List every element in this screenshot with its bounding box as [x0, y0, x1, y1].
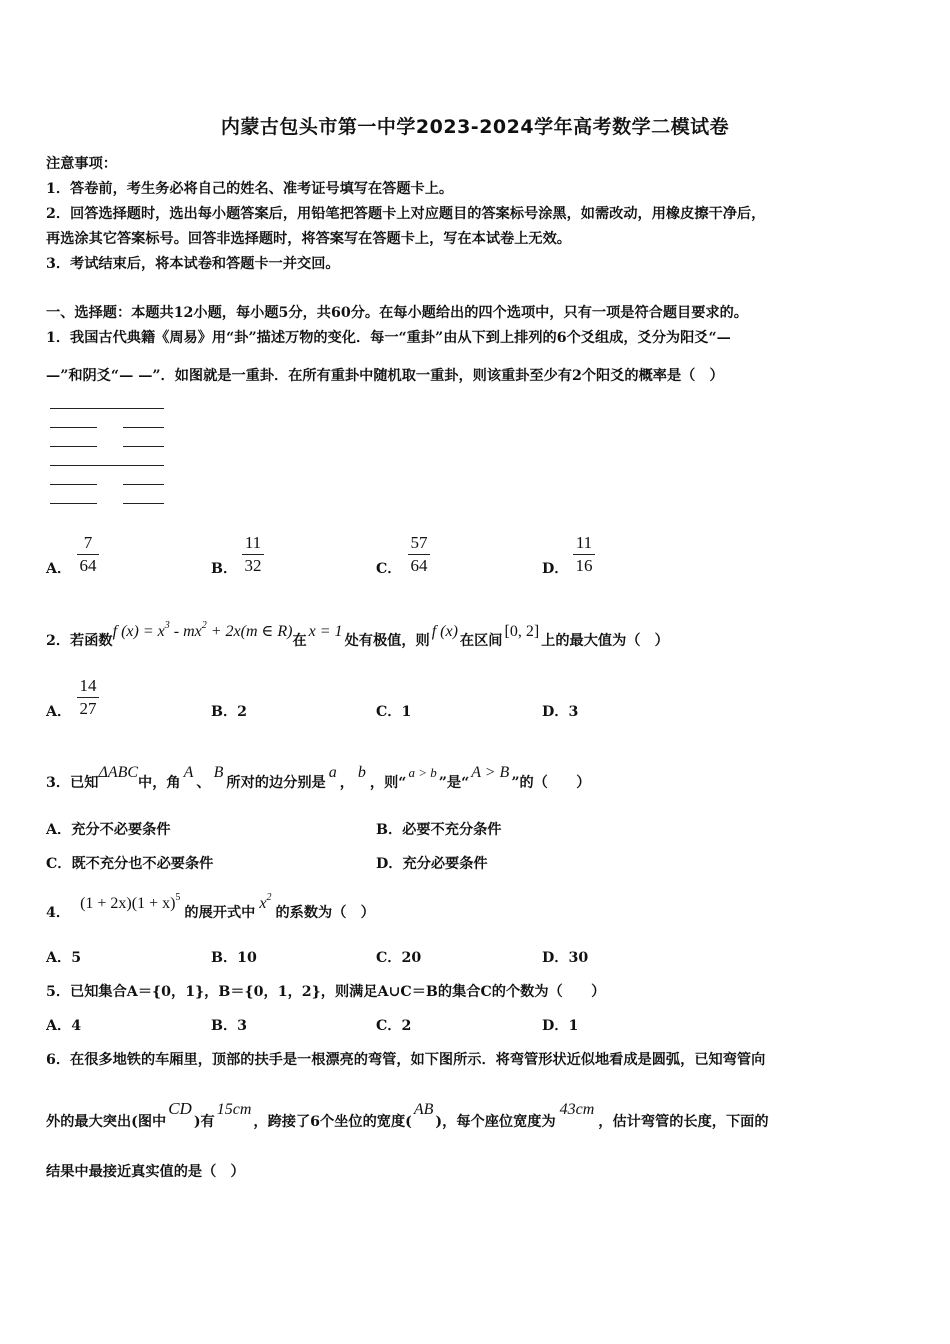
numerator: 11 [244, 533, 262, 552]
q2-interval: [0, 2] [504, 623, 540, 640]
denominator: 64 [79, 556, 97, 575]
page-title: 内蒙古包头市第一中学2023-2024学年高考数学二模试卷 [220, 116, 730, 138]
section-heading: 一、选择题：本题共12小题，每小题5分，共60分。在每小题给出的四个选项中，只有一项是符合题目要求的。 [46, 305, 748, 321]
q3-part: ，则“ [369, 775, 407, 791]
q6-text: 6．在很多地铁的车厢里，顶部的扶手是一根漂亮的弯管，如下图所示．将弯管形状近似地看成是圆弧，已知弯管向 [46, 1052, 766, 1068]
q4-part: 4． [46, 905, 71, 921]
q6-text: 结果中最接近真实值的是（ ） [46, 1164, 245, 1180]
denominator: 32 [244, 556, 262, 575]
line-segment [50, 465, 164, 466]
q4-option: D．30 [542, 950, 589, 966]
q3-condition: A > B [471, 764, 510, 781]
q6-part: 外的最大突出(图中 [46, 1114, 167, 1130]
q2-option-label: A． [46, 704, 72, 720]
q4-term: $x^2$ [259, 892, 272, 912]
q6-part: )有 [193, 1114, 215, 1130]
q2-option: C．1 [376, 704, 412, 720]
notes-item: 2．回答选择题时，选出每小题答案后，用铅笔把答题卡上对应题目的答案标号涂黑，如需改动，用橡皮擦干净后， [46, 206, 766, 222]
q3-part: 所对的边分别是 [226, 775, 326, 791]
q1-text: 1．我国古代典籍《周易》用“卦”描述万物的变化．每一“重卦”由从下到上排列的6个爻组成，爻分为阳爻“— [46, 330, 731, 346]
numerator: 11 [575, 533, 593, 552]
numerator: 57 [410, 533, 428, 552]
q5-option: B．3 [211, 1018, 248, 1034]
numerator: 7 [83, 533, 93, 552]
denominator: 16 [575, 556, 593, 575]
q2-mid: 处有极值，则 [344, 633, 430, 649]
q3-condition: a > b [408, 765, 437, 780]
q2-option-fraction [77, 676, 99, 719]
yang-line [50, 408, 164, 409]
q5-option: D．1 [542, 1018, 579, 1034]
q3-option: B．必要不充分条件 [376, 822, 502, 838]
yin-line [50, 446, 164, 447]
q5-option: A．4 [46, 1018, 82, 1034]
q3-part: ， [339, 775, 354, 791]
line-segment [50, 503, 97, 504]
q3-part: 3．已知 [46, 775, 99, 791]
q4-part: 的系数为（ ） [275, 905, 375, 921]
q3-angle-b: B [213, 764, 224, 781]
q4-option: B．10 [211, 950, 257, 966]
line-segment [123, 503, 164, 504]
func-part: - mx [169, 623, 202, 640]
yin-line [50, 503, 164, 504]
q6-cd: CD [168, 1099, 192, 1118]
q3-part: 、 [196, 775, 211, 791]
q4-text [46, 892, 375, 922]
q4-part: 的展开式中 [184, 905, 256, 921]
q2-text [46, 620, 669, 650]
expr-text: (1 + 2x)(1 + x) [80, 895, 176, 912]
q1-option-fraction [408, 533, 430, 576]
q4-option: A．5 [46, 950, 82, 966]
q6-part: ，估计弯管的长度，下面的 [598, 1114, 769, 1130]
yang-line [50, 465, 164, 466]
line-segment [50, 427, 97, 428]
line-segment [123, 446, 164, 447]
yin-line [50, 484, 164, 485]
q1-option-label: D． [542, 561, 569, 577]
yin-line [50, 427, 164, 428]
q2-mid: 在 [292, 633, 307, 649]
q2-xeq: x = 1 [308, 623, 343, 640]
denominator: 27 [79, 699, 97, 718]
q5-option: C．2 [376, 1018, 412, 1034]
numerator: 14 [79, 676, 97, 695]
line-segment [50, 408, 164, 409]
q6-part: ，跨接了6个坐位的宽度( [253, 1114, 412, 1130]
func-part: f (x) = x [112, 623, 165, 640]
q1-option-fraction [242, 533, 264, 576]
q4-option: C．20 [376, 950, 422, 966]
q1-option-label: C． [376, 561, 402, 577]
q1-option-label: B． [211, 561, 238, 577]
q2-fx: f (x) [431, 623, 458, 640]
q5-text: 5．已知集合A＝{0，1}，B＝{0，1，2}，则满足A∪C＝B的集合C的个数为（ ） [46, 984, 606, 1000]
q3-text [46, 764, 591, 792]
q3-option: A．充分不必要条件 [46, 822, 171, 838]
q4-expression: $(1 + 2x)(1 + x)^5$ [80, 892, 181, 912]
q2-option: D．3 [542, 704, 579, 720]
denominator: 64 [410, 556, 428, 575]
q3-side-a: a [328, 764, 337, 781]
q2-func: f $(x) = x^3 - mx^2 + 2x(m$ ∈ R) [112, 620, 293, 640]
notes-item: 再选涂其它答案标号。回答非选择题时，将答案写在答题卡上，写在本试卷上无效。 [46, 231, 571, 247]
term-text: x [259, 895, 267, 912]
q3-side-b: b [357, 764, 366, 781]
q2-mid: 在区间 [459, 633, 503, 649]
line-segment [50, 446, 97, 447]
notes-heading: 注意事项： [46, 156, 117, 172]
q1-option-fraction [77, 533, 99, 576]
q3-part: ”是“ [438, 775, 470, 791]
q6-ab: AB [413, 1101, 434, 1118]
q6-value: 43cm [559, 1101, 595, 1118]
q1-text: —”和阴爻“— —”．如图就是一重卦．在所有重卦中随机取一重卦，则该重卦至少有2个阳爻的概率是（ ） [46, 368, 724, 384]
q6-value: 15cm [216, 1101, 252, 1118]
q3-angle-a: A [183, 764, 194, 781]
q6-part: )，每个座位宽度为 [435, 1114, 556, 1130]
q3-triangle: ΔABC [98, 764, 139, 781]
func-part: + 2x(m ∈ R) [206, 623, 293, 640]
q3-option: D．充分必要条件 [376, 856, 488, 872]
q2-suffix: 上的最大值为（ ） [541, 633, 669, 649]
line-segment [123, 484, 164, 485]
q1-option-fraction [573, 533, 595, 576]
notes-item: 3．考试结束后，将本试卷和答题卡一并交回。 [46, 256, 340, 272]
line-segment [50, 484, 97, 485]
q2-option: B．2 [211, 704, 248, 720]
q6-text [46, 1099, 769, 1131]
line-segment [123, 427, 164, 428]
notes-item: 1．答卷前，考生务必将自己的姓名、准考证号填写在答题卡上。 [46, 181, 454, 197]
q2-prefix: 2．若函数 [46, 633, 113, 649]
q1-option-label: A． [46, 561, 72, 577]
q3-option: C．既不充分也不必要条件 [46, 856, 214, 872]
q3-part: 中，角 [138, 775, 181, 791]
q3-part: ”的（ ） [511, 775, 591, 791]
